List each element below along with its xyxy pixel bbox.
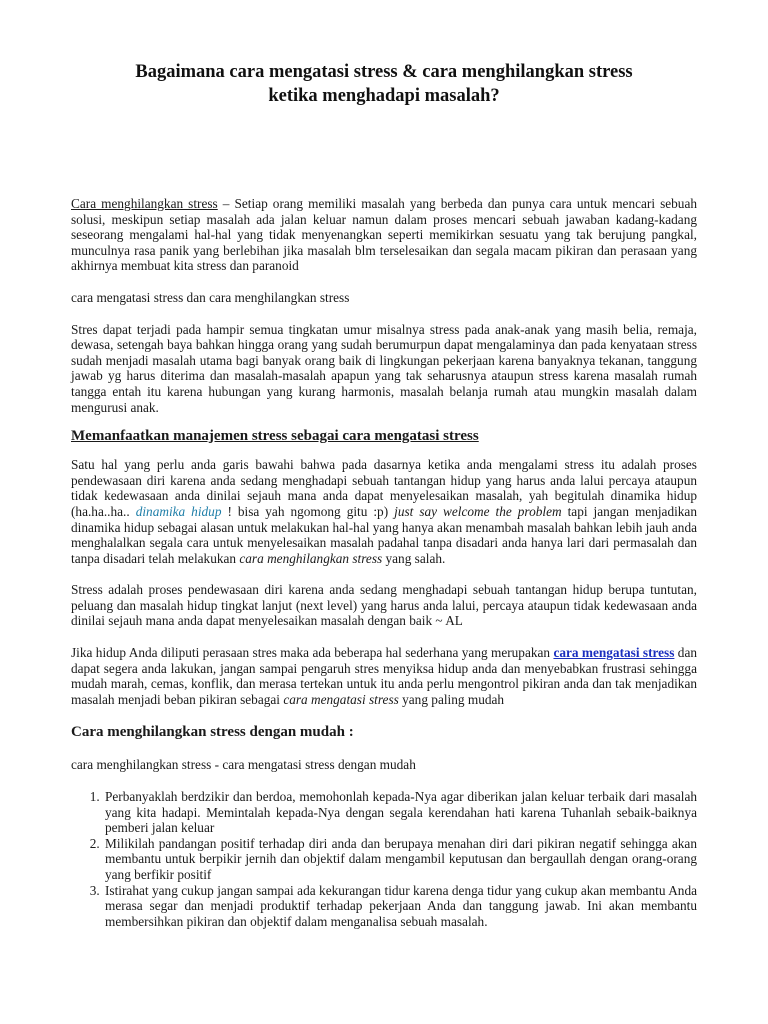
intro-paragraph [71, 196, 697, 274]
welcome-problem-text: just say welcome the problem [394, 503, 562, 519]
paragraph-jika-part-c: yang paling mudah [398, 691, 505, 707]
section-heading-manajemen: Memanfaatkan manajemen stress sebagai cara mengatasi stress [71, 428, 479, 445]
intro-text: – Setiap orang memiliki masalah yang berbeda dan punya cara untuk mencari sebuah solusi, meskipun setiap masalah ada jalan keluar namun dalam proses mencari sebuah jawaban kadang-kadang seseorang mengalami hal-hal yang tidak menyenangkan seperti memikirkan sesuatu yang tak berujung pangkal, munculnya rasa panik yang berlebihan jika masalah blm terselesaikan dan segala macam pikiran dan perasaan yang akhirnya membuat kita stress dan paranoid [71, 196, 697, 274]
title-line-2: ketika menghadapi masalah? [268, 86, 500, 106]
paragraph-stress-ages: Stres dapat terjadi pada hampir semua tingkatan umur misalnya stress pada anak-anak yang masih belia, remaja, dewasa, setengah baya bahkan hingga orang yang sudah berumurpun dapat mengalaminya dan pada kenyataan stress sudah menjadi masalah utama bagi banyak orang baik di lingkungan pekerjaan karena banyaknya tekanan, tanggung jawab yg harus diterima dan masalah-masalah apapun yang tak seharusnya ataupun stress karena masalah rumah tangga entah itu karena hubungan yang kurang harmonis, masalah belanja rumah atau mungkin masalah dalam mengurusi anak. [71, 321, 697, 415]
intro-link[interactable]: Cara menghilangkan stress [71, 196, 218, 211]
list-item: 1. Perbanyaklah berdzikir dan berdoa, memohonlah kepada-Nya agar diberikan jalan keluar terbaik dari masalah yang kita hadapi. Memintalah kepada-Nya dengan segala kerendahan hati karena Tuhanlah sebaik-baiknya pemberi jalan keluar [103, 789, 697, 836]
paragraph-dinamika-part-c: tapi jangan menjadikan dinamika hidup sebagai alasan untuk melakukan hal-hal yang hanya akan menambah masalah bahkan lebih jauh anda menghalalkan segala cara untuk menyelesaikan masalah padahal tanpa disadari anda hanya lari dari permasalah dan tanpa disadari telah melakukan [71, 503, 697, 566]
image-caption-1: cara mengatasi stress dan cara menghilangkan stress [71, 289, 350, 305]
cara-menghilangkan-em: cara menghilangkan stress [239, 550, 383, 566]
tips-list [71, 789, 697, 929]
paragraph-jika-hidup [71, 645, 697, 707]
paragraph-dinamika [71, 457, 697, 566]
paragraph-dinamika-part-d: yang salah. [382, 550, 446, 566]
cara-mengatasi-em: cara mengatasi stress [283, 691, 399, 707]
paragraph-jika-part-b: dan dapat segera anda lakukan, jangan sampai pengaruh stres menyiksa hidup anda dan menyebabkan frustrasi sehingga mudah marah, cemas, konflik, dan merasa tertekan untuk itu anda perlu mengontrol pikiran anda dan tak menjadikan masalah menjadi beban pikiran sebagai [71, 645, 697, 707]
list-item: 3. Istirahat yang cukup jangan sampai ada kekurangan tidur karena denga tidur yang cukup akan membantu Anda merasa segar dan menjadi produktif terhadap pekerjaan Anda dan tanggung jawab. Ini akan membantu membersihkan pikiran dan objektif dalam menganalisa sebuah masalah. [103, 883, 697, 930]
document-title [71, 60, 697, 108]
dinamika-hidup-link[interactable]: dinamika hidup [135, 503, 222, 519]
section-heading-mudah: Cara menghilangkan stress dengan mudah : [71, 724, 354, 741]
paragraph-pendewasaan: Stress adalah proses pendewasaan diri karena anda sedang menghadapi sebuah tantangan hidup berupa tuntutan, peluang dan masalah hidup tingkat lanjut (next level) yang harus anda lalui, percaya ataupun tidak kedewasaan anda dinilai sejauh mana anda dapat menyelesaikan masalah dengan baik ~ AL [71, 582, 697, 629]
image-caption-2: cara menghilangkan stress - cara mengatasi stress dengan mudah [71, 757, 416, 773]
list-item: 2. Milikilah pandangan positif terhadap diri anda dan berupaya menahan diri dari pikiran negatif sehingga akan membantu untuk berpikir jernih dan objektif dalam mengambil keputusan dan bergaullah dengan orang-orang yang berfikir positif [103, 836, 697, 883]
title-line-1: Bagaimana cara mengatasi stress & cara menghilangkan stress [135, 62, 633, 82]
paragraph-jika-part-a: Jika hidup Anda diliputi perasaan stres maka ada beberapa hal sederhana yang merupakan [71, 645, 554, 661]
paragraph-dinamika-part-a: Satu hal yang perlu anda garis bawahi bahwa pada dasarnya ketika anda mengalami stress itu adalah proses pendewasaan diri karena anda sedang menghadapi sebuah tantangan hidup yang harus anda lalui percaya ataupun tidak kedewasaan anda dinilai sejauh mana anda dapat menyelesaikan masalah, yah begitulah dinamika hidup (ha.ha..ha.. [71, 457, 697, 519]
paragraph-dinamika-part-b: ! bisa yah ngomong gitu :p) [221, 503, 395, 519]
cara-mengatasi-stress-link[interactable]: cara mengatasi stress [553, 645, 675, 661]
